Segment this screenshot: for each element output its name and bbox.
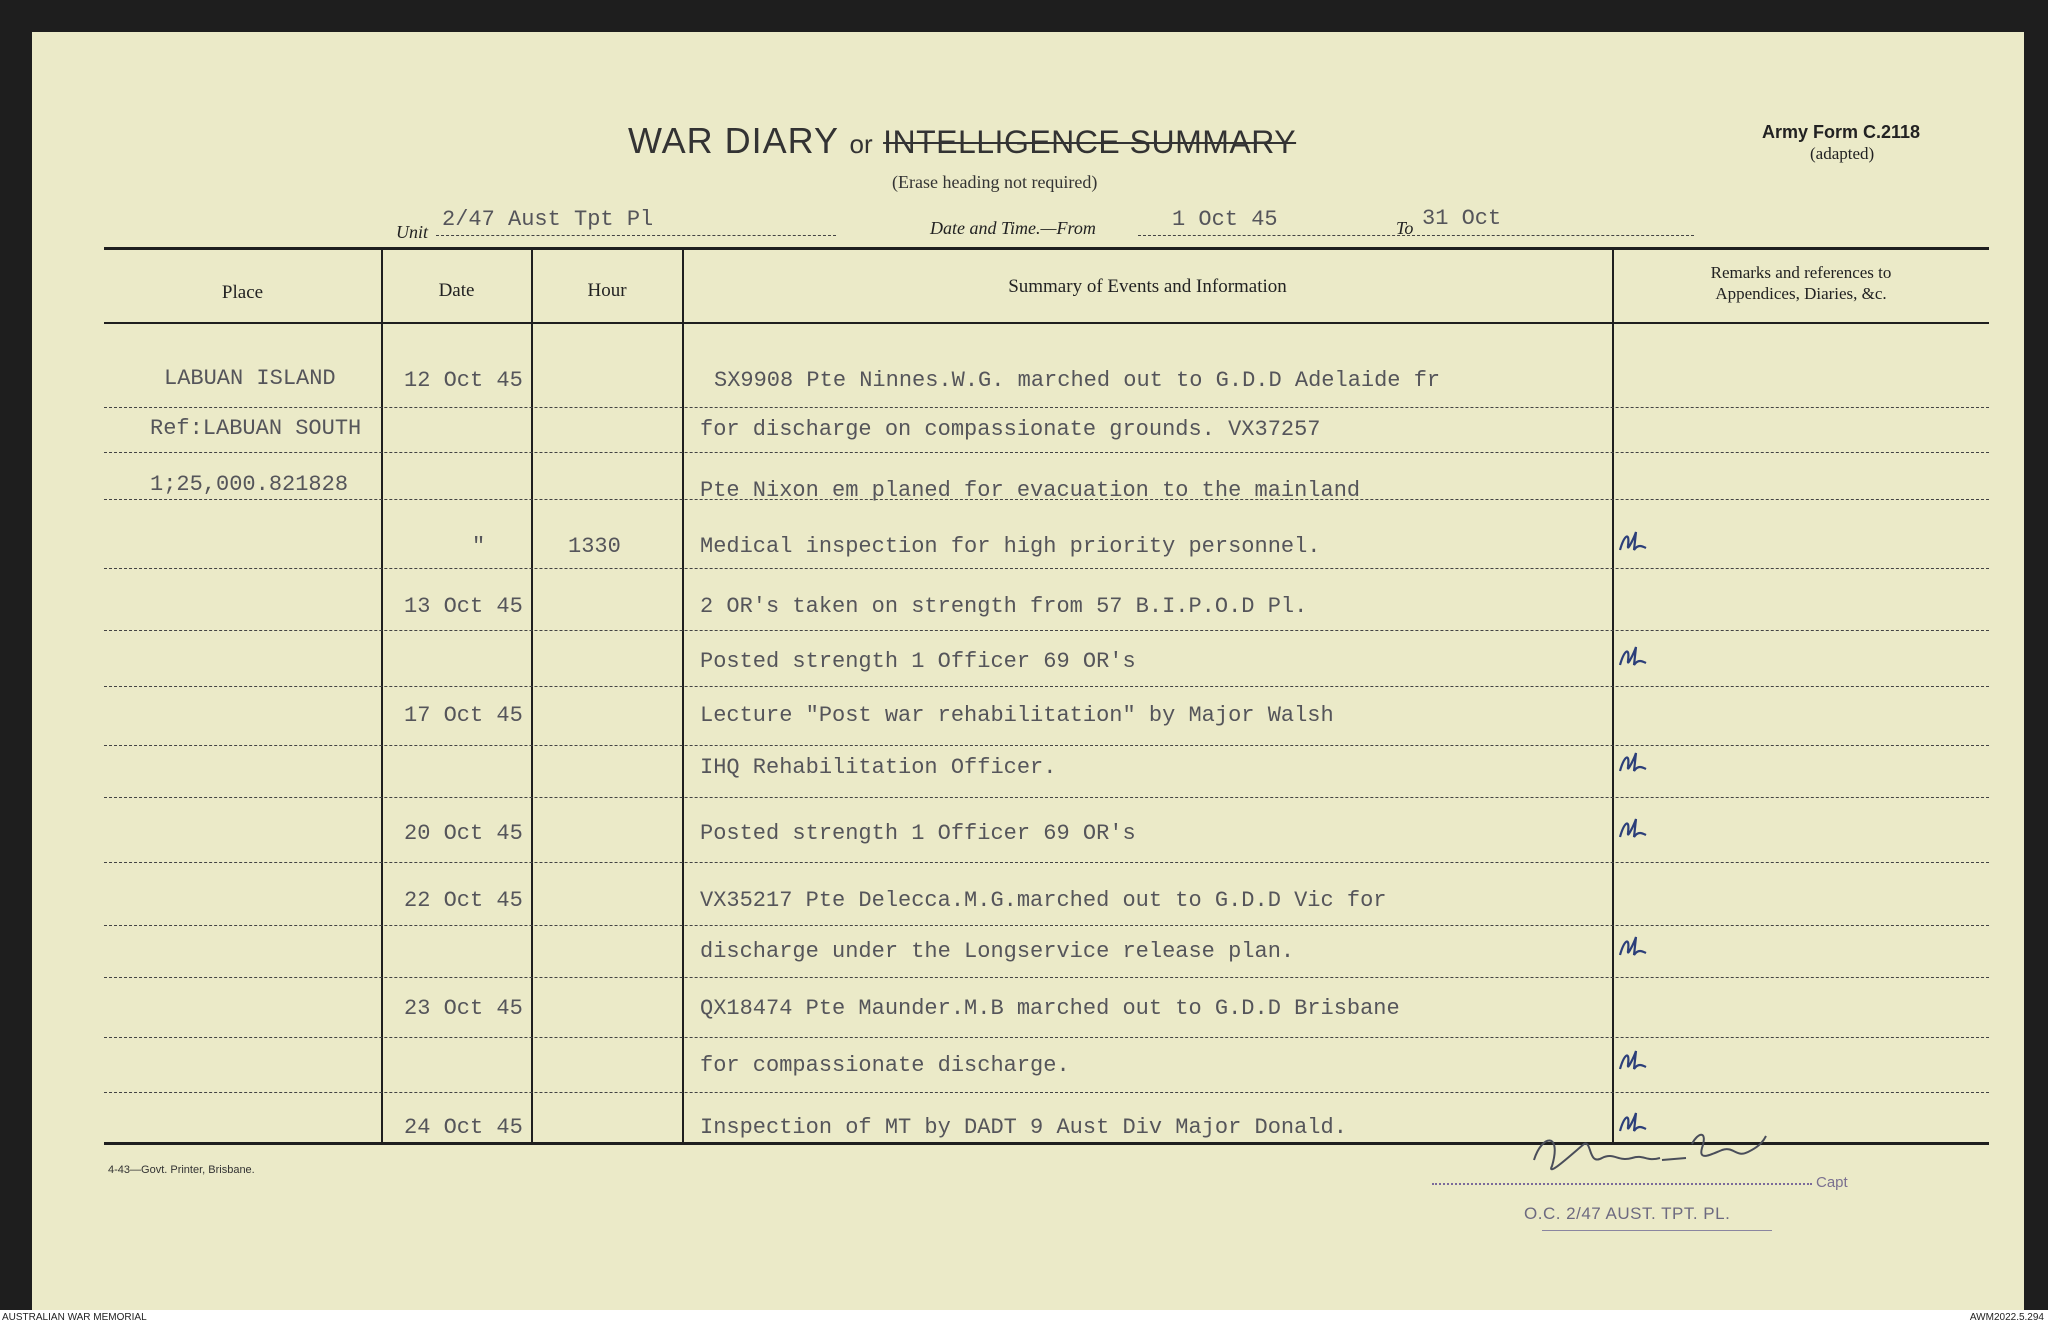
date-to: 31 Oct	[1422, 206, 1502, 231]
entry-hour: 1330	[568, 534, 621, 559]
col-divider-place	[381, 248, 383, 1142]
signature-stamp-underline	[1542, 1230, 1772, 1231]
entry-summary: Inspection of MT by DADT 9 Aust Div Major Donald.	[700, 1115, 1347, 1140]
form-number: Army Form C.2118	[1762, 122, 1921, 142]
initials-mark	[1616, 526, 1650, 556]
unit-underline	[436, 235, 836, 236]
place-line-1: LABUAN ISLAND	[164, 366, 336, 391]
unit-value: 2/47 Aust Tpt Pl	[442, 207, 654, 232]
col-header-remarks-2: Appendices, Diaries, &c.	[1715, 284, 1887, 303]
entry-date: 13 Oct 45	[404, 594, 523, 619]
entry-date: 20 Oct 45	[404, 821, 523, 846]
row-separator	[104, 977, 1989, 978]
title	[628, 120, 1296, 162]
date-from: 1 Oct 45	[1172, 207, 1278, 232]
table-top-rule	[104, 247, 1989, 250]
war-diary-sheet	[32, 32, 2024, 1310]
col-header-place: Place	[221, 282, 264, 303]
printer-imprint: 4-43—Govt. Printer, Brisbane.	[108, 1164, 255, 1176]
entry-summary: discharge under the Longservice release plan.	[700, 939, 1295, 964]
entry-date: "	[472, 534, 486, 559]
initials-mark	[1616, 641, 1650, 671]
entry-summary: Posted strength 1 Officer 69 OR's	[700, 821, 1136, 846]
entry-summary: Posted strength 1 Officer 69 OR's	[700, 649, 1136, 674]
entry-date: 23 Oct 45	[404, 996, 523, 1021]
row-separator	[104, 862, 1989, 863]
entry-date: 12 Oct 45	[404, 368, 523, 393]
entry-summary: Lecture "Post war rehabilitation" by Major Walsh	[700, 703, 1334, 728]
row-separator	[104, 452, 1989, 453]
place-line-3: 1;25,000.821828	[150, 472, 349, 497]
entry-summary: VX35217 Pte Delecca.M.G.marched out to G.D.D Vic for	[700, 888, 1387, 913]
row-separator	[104, 1037, 1989, 1038]
entry-summary: 2 OR's taken on strength from 57 B.I.P.O.D Pl.	[700, 594, 1308, 619]
to-label: To	[1396, 218, 1414, 238]
entry-summary: Medical inspection for high priority personnel.	[700, 534, 1321, 559]
unit-label: Unit	[396, 222, 429, 242]
row-separator	[104, 1092, 1989, 1093]
entry-date: 22 Oct 45	[404, 888, 523, 913]
signature-scrawl	[1522, 1114, 1812, 1194]
col-header-summary: Summary of Events and Information	[1008, 276, 1287, 297]
title-or: or	[849, 129, 873, 159]
title-subtitle: (Erase heading not required)	[892, 172, 1098, 192]
date-underline	[1138, 235, 1694, 236]
entry-summary: SX9908 Pte Ninnes.W.G. marched out to G.D.D Adelaide fr	[714, 368, 1441, 393]
signature-line	[1432, 1183, 1812, 1185]
title-main: WAR DIARY	[628, 120, 840, 161]
row-separator	[104, 686, 1989, 687]
col-divider-date	[531, 248, 533, 1142]
entry-summary: for discharge on compassionate grounds. VX37257	[700, 417, 1321, 442]
credit-left: AUSTRALIAN WAR MEMORIAL	[2, 1312, 147, 1323]
signature-stamp: O.C. 2/47 AUST. TPT. PL.	[1524, 1204, 1731, 1223]
col-header-hour: Hour	[587, 280, 627, 301]
entry-date: 24 Oct 45	[404, 1115, 523, 1140]
row-separator	[104, 568, 1989, 569]
col-divider-hour	[682, 248, 684, 1142]
entry-date: 17 Oct 45	[404, 703, 523, 728]
entry-summary: IHQ Rehabilitation Officer.	[700, 755, 1057, 780]
entry-summary: Pte Nixon em planed for evacuation to the mainland	[700, 478, 1361, 503]
footer-strip	[0, 1310, 2048, 1323]
row-separator	[104, 925, 1989, 926]
entry-summary: for compassionate discharge.	[700, 1053, 1070, 1078]
entry-summary: QX18474 Pte Maunder.M.B marched out to G.D.D Brisbane	[700, 996, 1400, 1021]
initials-mark	[1616, 1045, 1650, 1075]
date-time-label: Date and Time.—From	[930, 218, 1096, 238]
initials-mark	[1616, 747, 1650, 777]
signature-rank: Capt	[1816, 1174, 1848, 1191]
initials-mark	[1616, 931, 1650, 961]
title-struck: INTELLIGENCE SUMMARY	[883, 124, 1297, 160]
row-separator	[104, 797, 1989, 798]
col-divider-summary	[1612, 248, 1614, 1142]
header-rule	[104, 322, 1989, 324]
row-separator	[104, 630, 1989, 631]
place-line-2: Ref:LABUAN SOUTH	[150, 416, 362, 441]
credit-right: AWM2022.5.294	[1969, 1312, 2044, 1323]
form-adapted: (adapted)	[1810, 144, 1875, 163]
row-separator	[104, 407, 1989, 408]
col-header-date: Date	[438, 280, 475, 301]
initials-mark	[1616, 813, 1650, 843]
col-header-remarks-1: Remarks and references to	[1710, 263, 1892, 282]
row-separator	[104, 745, 1989, 746]
